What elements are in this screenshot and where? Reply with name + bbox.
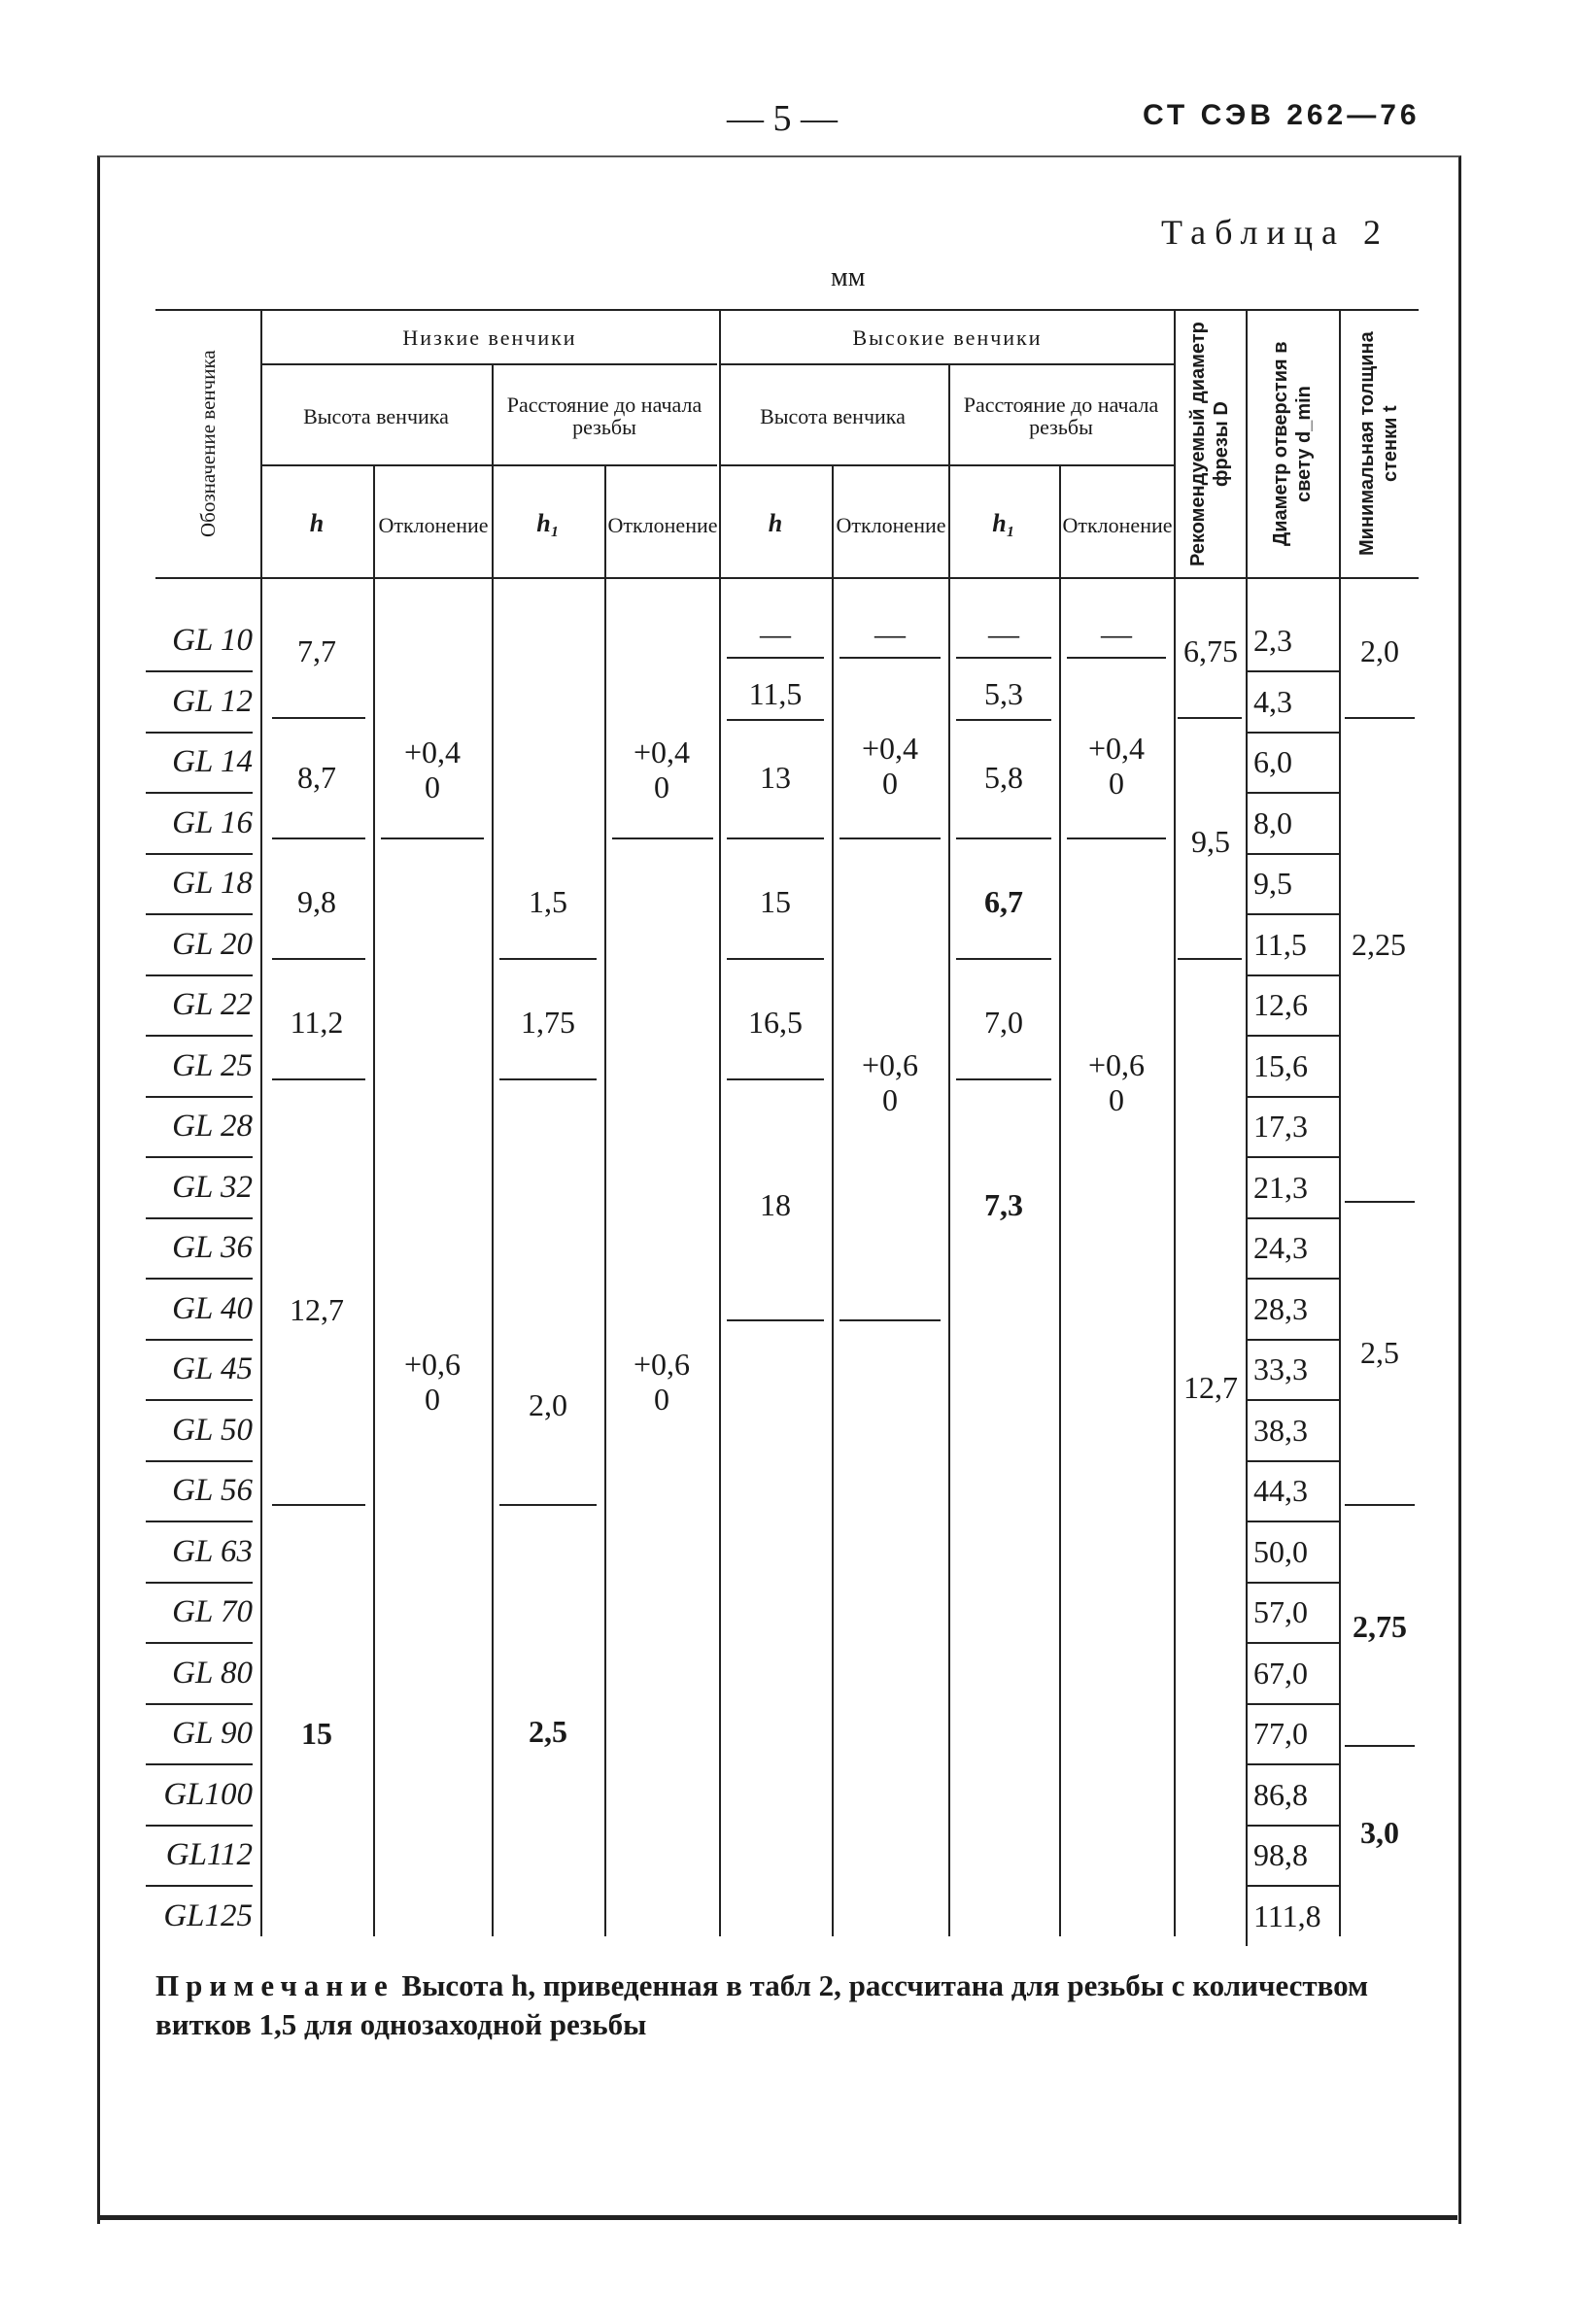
header-high-h-deviation: Отклонение — [836, 512, 946, 537]
cell-rule — [1067, 837, 1166, 839]
col-rule — [260, 309, 262, 1936]
cell-rule — [1067, 657, 1166, 659]
high-h-dash: — — [760, 616, 791, 651]
cell-rule — [381, 837, 484, 839]
designation-cell: GL 90 — [146, 1703, 253, 1765]
designation-cell: GL125 — [163, 1897, 253, 1933]
designation-cell: GL100 — [146, 1764, 253, 1827]
high-h-value: 13 — [760, 760, 791, 795]
hole-diameter-cell: 86,8 — [1246, 1764, 1341, 1827]
designation-cell: GL 80 — [146, 1643, 253, 1705]
col-rule — [719, 309, 721, 1936]
hole-diameter-cell: 77,0 — [1246, 1703, 1341, 1765]
cell-rule — [727, 657, 824, 659]
high-h1-value: 5,8 — [984, 760, 1023, 795]
cell-rule — [499, 1504, 597, 1506]
low-h-deviation: +0,4 0 — [403, 735, 462, 804]
hole-diameter-cell: 6,0 — [1246, 732, 1341, 794]
header-high-crowns: Высокие венчики — [852, 325, 1043, 350]
cell-rule — [1345, 1745, 1415, 1747]
header-low-h: h — [309, 509, 325, 537]
col-rule — [604, 464, 606, 1936]
hole-diameter-cell: 17,3 — [1246, 1096, 1341, 1158]
low-h1-deviation: +0,6 0 — [633, 1347, 691, 1417]
col-rule — [373, 464, 375, 1936]
wall-thickness-value: 2,5 — [1360, 1335, 1399, 1370]
cutter-diameter-value: 12,7 — [1183, 1370, 1238, 1405]
cutter-diameter-value: 9,5 — [1191, 824, 1230, 859]
col-rule — [832, 464, 834, 1936]
cell-rule — [1178, 717, 1242, 719]
designation-cell: GL 32 — [146, 1157, 253, 1219]
low-h-value: 9,8 — [297, 884, 336, 919]
designation-cell: GL 28 — [146, 1096, 253, 1158]
hole-diameter-cell: 8,0 — [1246, 793, 1341, 855]
low-h-value: 15 — [301, 1716, 332, 1751]
high-h-value: 16,5 — [748, 1005, 803, 1040]
low-h1-deviation: +0,4 0 — [633, 735, 691, 804]
header-rule-high-sub — [719, 464, 1174, 466]
cell-rule — [727, 958, 824, 960]
cell-rule — [956, 1078, 1051, 1080]
designation-cell: GL 18 — [146, 853, 253, 915]
cell-rule — [839, 1319, 941, 1321]
cell-rule — [727, 1078, 824, 1080]
designation-cell: GL 36 — [146, 1217, 253, 1280]
cell-rule — [956, 657, 1051, 659]
hole-diameter-cell: 9,5 — [1246, 853, 1341, 915]
high-h-value: 18 — [760, 1187, 791, 1222]
designation-cell: GL 22 — [146, 974, 253, 1037]
header-high-crown-height: Высота венчика — [760, 403, 906, 428]
units-label: мм — [831, 262, 866, 292]
low-h1-value: 2,0 — [529, 1387, 567, 1422]
high-h1-deviation: +0,4 0 — [1087, 731, 1146, 801]
cell-rule — [956, 719, 1051, 721]
col-rule — [1059, 464, 1061, 1936]
high-h1-value: 7,0 — [984, 1005, 1023, 1040]
high-h1-deviation-dash: — — [1101, 616, 1132, 651]
designation-cell: GL 63 — [146, 1521, 253, 1584]
high-h-deviation: +0,4 0 — [861, 731, 919, 801]
note-label: Примечание — [155, 1968, 394, 2002]
note-text: Высота h, приведенная в табл 2, рассчитана для резьбы с количеством витков 1,5 для однозаходной резьбы — [155, 1968, 1369, 2041]
hole-diameter-cell: 24,3 — [1246, 1217, 1341, 1280]
hole-diameter-cell: 44,3 — [1246, 1460, 1341, 1522]
col-rule — [492, 363, 494, 1936]
header-high-h: h — [768, 509, 783, 537]
high-h-deviation: +0,6 0 — [861, 1047, 919, 1117]
hole-diameter-cell: 28,3 — [1246, 1279, 1341, 1341]
header-rule-low — [260, 363, 717, 365]
header-rule-low-sub — [260, 464, 717, 466]
wall-thickness-value: 2,25 — [1352, 927, 1406, 962]
hole-diameter-cell: 15,6 — [1246, 1036, 1341, 1098]
cell-rule — [727, 1319, 824, 1321]
cell-rule — [956, 958, 1051, 960]
low-h1-value: 2,5 — [529, 1714, 567, 1749]
cell-rule — [272, 1504, 365, 1506]
high-h1-dash: — — [988, 616, 1019, 651]
high-h-deviation-dash: — — [874, 616, 906, 651]
designation-cell: GL 25 — [146, 1036, 253, 1098]
header-low-distance: Расстояние до начала резьбы — [506, 393, 702, 439]
cell-rule — [727, 719, 824, 721]
hole-diameter-cell: 50,0 — [1246, 1521, 1341, 1584]
cell-rule — [1178, 958, 1242, 960]
designation-cell: GL 70 — [146, 1582, 253, 1644]
header-hole-diameter: Диаметр отверстия в свету d_min — [1270, 341, 1315, 547]
cell-rule — [272, 717, 365, 719]
hole-diameter-cell: 21,3 — [1246, 1157, 1341, 1219]
designation-cell: GL 50 — [146, 1400, 253, 1462]
designation-cell: GL 16 — [146, 793, 253, 855]
cell-rule — [499, 958, 597, 960]
header-low-crown-height: Высота венчика — [303, 403, 449, 428]
hole-diameter-cell: 98,8 — [1246, 1825, 1341, 1887]
cell-rule — [272, 1078, 365, 1080]
hole-diameter-cell: 111,8 — [1246, 1886, 1341, 1946]
header-low-crowns: Низкие венчики — [402, 325, 577, 350]
cell-rule — [272, 837, 365, 839]
low-h1-value: 1,5 — [529, 884, 567, 919]
designation-cell: GL112 — [146, 1825, 253, 1887]
low-h-value: 8,7 — [297, 760, 336, 795]
hole-diameter-cell: 67,0 — [1246, 1643, 1341, 1705]
high-h1-value: 6,7 — [984, 884, 1023, 919]
designation-cell: GL 14 — [146, 732, 253, 794]
cell-rule — [956, 837, 1051, 839]
header-high-h1-deviation: Отклонение — [1062, 512, 1173, 537]
low-h1-value: 1,75 — [521, 1005, 575, 1040]
cell-rule — [1345, 1504, 1415, 1506]
cell-rule — [839, 657, 941, 659]
hole-diameter-cell: 12,6 — [1246, 974, 1341, 1037]
low-h-value: 7,7 — [297, 633, 336, 668]
hole-diameter-cell: 33,3 — [1246, 1339, 1341, 1401]
designation-cell: GL 12 — [146, 671, 253, 734]
high-h1-value: 7,3 — [984, 1187, 1023, 1222]
header-cutter-diameter: Рекомендуемый диаметр фрезы D — [1187, 322, 1232, 566]
high-h1-deviation: +0,6 0 — [1087, 1047, 1146, 1117]
header-low-h-deviation: Отклонение — [378, 512, 489, 537]
hole-diameter-cell: 57,0 — [1246, 1582, 1341, 1644]
cell-rule — [499, 1078, 597, 1080]
table-title: Таблица 2 — [1161, 213, 1389, 252]
header-rule-high — [719, 363, 1174, 365]
cell-rule — [612, 837, 713, 839]
header-low-h1: h₁ — [536, 509, 560, 537]
wall-thickness-value: 3,0 — [1360, 1815, 1399, 1850]
cell-rule — [1345, 1201, 1415, 1203]
cell-rule — [272, 958, 365, 960]
low-h-value: 12,7 — [290, 1292, 344, 1327]
designation-cell: GL 45 — [146, 1339, 253, 1401]
hole-diameter-cell: 11,5 — [1246, 914, 1341, 976]
designation-cell: GL 56 — [146, 1460, 253, 1522]
cutter-diameter-value: 6,75 — [1183, 633, 1238, 668]
header-high-h1: h₁ — [992, 509, 1015, 537]
header-low-h1-deviation: Отклонение — [607, 512, 718, 537]
page-number: — 5 — — [727, 98, 838, 139]
high-h1-value: 5,3 — [984, 676, 1023, 711]
hole-diameter-cell: 4,3 — [1246, 671, 1341, 734]
low-h-deviation: +0,6 0 — [403, 1347, 462, 1417]
designation-cell: GL 40 — [146, 1279, 253, 1341]
designation-cell: GL 20 — [146, 914, 253, 976]
low-h-value: 11,2 — [290, 1005, 344, 1040]
cell-rule — [839, 837, 941, 839]
standard-code: СТ СЭВ 262—76 — [1143, 99, 1421, 131]
high-h-value: 11,5 — [748, 676, 803, 711]
hole-diameter-cell: 2,3 — [1246, 610, 1341, 672]
designation-cell: GL 10 — [146, 610, 253, 672]
cell-rule — [1345, 717, 1415, 719]
table-note — [155, 1966, 1419, 2044]
header-high-distance: Расстояние до начала резьбы — [963, 393, 1159, 439]
wall-thickness-value: 2,75 — [1353, 1609, 1407, 1644]
col-rule — [948, 363, 950, 1936]
page-frame-bottom — [97, 2215, 1457, 2220]
wall-thickness-value: 2,0 — [1360, 633, 1399, 668]
hole-diameter-cell: 38,3 — [1246, 1400, 1341, 1462]
header-designation: Обозначение венчика — [196, 350, 220, 538]
header-bottom-rule — [155, 577, 1419, 579]
high-h-value: 15 — [760, 884, 791, 919]
cell-rule — [727, 837, 824, 839]
header-wall-thickness: Минимальная толщина стенки t — [1356, 331, 1401, 557]
